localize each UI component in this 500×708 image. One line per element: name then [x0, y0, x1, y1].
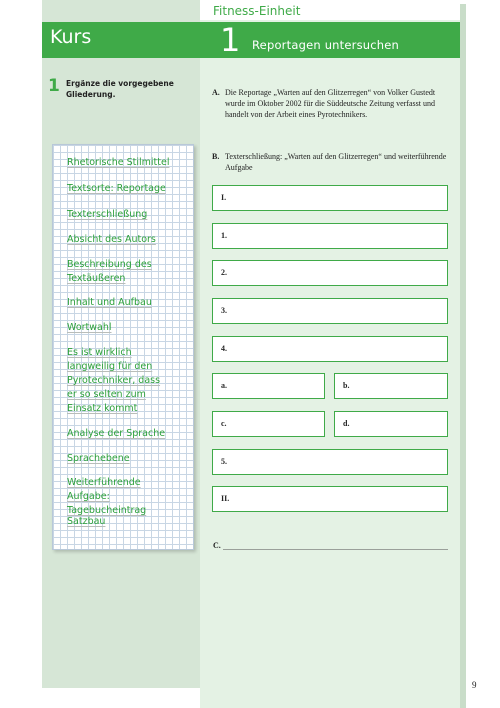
card-item: Es ist wirklich langweilig für den Pyrotechniker, dass er so selten zum Einsatz kommt: [67, 347, 161, 414]
card-item: Rhetorische Stilmittel: [67, 157, 170, 168]
unit-title: Reportagen untersuchen: [252, 38, 400, 52]
section-c-label: C.: [213, 541, 221, 550]
page-edge: [460, 4, 466, 708]
answer-box-ii[interactable]: [212, 486, 448, 512]
answer-box-2[interactable]: [212, 260, 448, 286]
answer-box-label: a.: [221, 381, 227, 390]
card-item: Satzbau: [67, 516, 106, 527]
card-item: Absicht des Autors: [67, 234, 156, 245]
answer-box-1[interactable]: [212, 223, 448, 249]
task-instruction: Ergänze die vorgegebene Gliederung.: [66, 79, 174, 99]
answer-box-3[interactable]: [212, 298, 448, 324]
paragraph-a-label: A.: [212, 88, 220, 97]
paragraph-b-label: B.: [212, 152, 220, 161]
answer-box-label: b.: [343, 381, 350, 390]
answer-box-label: 4.: [221, 344, 227, 353]
page-number: 9: [472, 680, 477, 690]
paragraph-b: [212, 151, 452, 173]
card-item: Texterschließung: [67, 209, 148, 220]
answer-box-b[interactable]: [334, 373, 448, 399]
right-panel: [200, 20, 460, 708]
answer-box-label: d.: [343, 419, 350, 428]
answer-box-label: 1.: [221, 231, 227, 240]
section-title: Kurs: [50, 26, 92, 48]
answer-box-label: 5.: [221, 457, 227, 466]
answer-box-4[interactable]: [212, 336, 448, 362]
answer-box-c[interactable]: [212, 411, 325, 437]
answer-box-label: I.: [221, 193, 227, 202]
card-item: Textsorte: Reportage: [67, 183, 166, 194]
answer-box-label: c.: [221, 419, 227, 428]
answer-box-5[interactable]: [212, 449, 448, 475]
unit-label: Fitness-Einheit: [213, 4, 301, 18]
paragraph-a: [212, 87, 452, 120]
card-item: Inhalt und Aufbau: [67, 297, 152, 308]
answer-box-label: 3.: [221, 306, 227, 315]
answer-box-i[interactable]: [212, 185, 448, 211]
answer-box-d[interactable]: [334, 411, 448, 437]
card-item: Sprachebene: [67, 453, 130, 464]
task-number: 1: [48, 76, 60, 96]
card-item: Analyse der Sprache: [67, 428, 166, 439]
paragraph-a-text: Die Reportage „Warten auf den Glitzerregen“ von Volker Gustedt wurde im Oktober 2002 für die Süddeutsche Zeitung verfasst und handelt von der Arbeit eines Pyrotechnikers.: [225, 88, 436, 119]
card-item: Beschreibung des Textäußeren: [67, 259, 152, 284]
unit-number: 1: [220, 21, 241, 59]
answer-box-label: 2.: [221, 268, 227, 277]
card-item: Wortwahl: [67, 322, 112, 333]
answer-box-a[interactable]: [212, 373, 325, 399]
section-c-write-line[interactable]: [223, 549, 448, 550]
paragraph-b-text: Texterschließung: „Warten auf den Glitzerregen“ und weiterführende Aufgabe: [225, 152, 447, 172]
answer-box-label: II.: [221, 494, 230, 503]
outline-card: [52, 144, 194, 550]
card-item: Weiterführende Aufgabe: Tagebucheintrag: [67, 477, 147, 516]
